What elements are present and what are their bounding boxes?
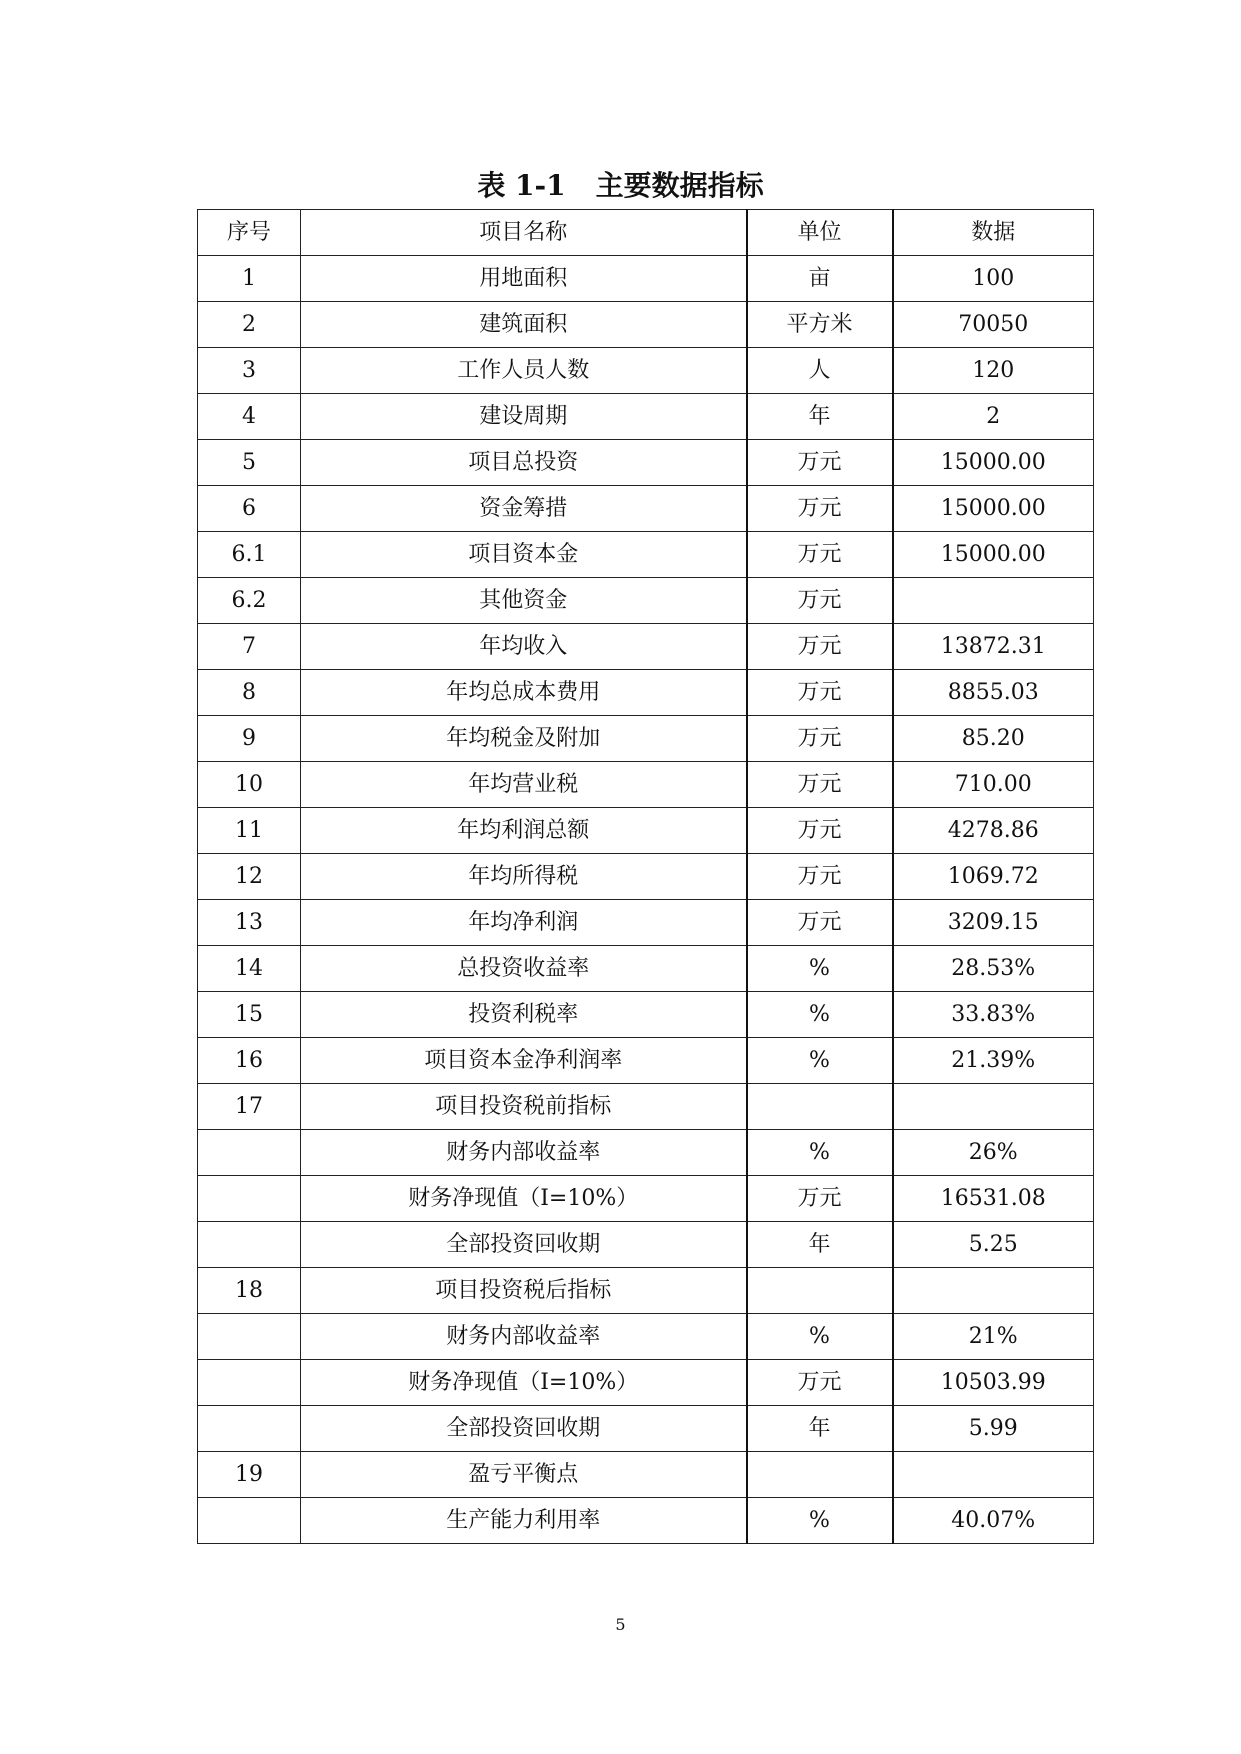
cell-unit: 平方米 (747, 302, 893, 348)
table-row (198, 440, 1094, 486)
table-row (198, 578, 1094, 624)
cell-value (893, 1084, 1094, 1130)
cell-unit: 年 (747, 394, 893, 440)
cell-unit: % (747, 946, 893, 992)
cell-unit: 万元 (747, 1360, 893, 1406)
table-title-label: 表 1-1 (477, 169, 566, 202)
cell-name: 建设周期 (301, 394, 747, 440)
cell-value: 40.07% (893, 1498, 1094, 1544)
cell-value: 120 (893, 348, 1094, 394)
table-header-row (198, 210, 1094, 256)
cell-value: 15000.00 (893, 486, 1094, 532)
table-row (198, 762, 1094, 808)
cell-name: 全部投资回收期 (301, 1222, 747, 1268)
cell-index: 19 (198, 1452, 301, 1498)
cell-value: 4278.86 (893, 808, 1094, 854)
cell-index (198, 1130, 301, 1176)
cell-index (198, 1360, 301, 1406)
cell-name: 年均所得税 (301, 854, 747, 900)
cell-name: 项目投资税前指标 (301, 1084, 747, 1130)
cell-unit: 万元 (747, 900, 893, 946)
table-row (198, 1176, 1094, 1222)
table-row (198, 1130, 1094, 1176)
cell-name: 年均利润总额 (301, 808, 747, 854)
cell-index: 1 (198, 256, 301, 302)
cell-name: 项目总投资 (301, 440, 747, 486)
table-title-text: 主要数据指标 (595, 169, 764, 202)
cell-unit: % (747, 1038, 893, 1084)
cell-unit: 万元 (747, 854, 893, 900)
cell-value: 5.99 (893, 1406, 1094, 1452)
table-row (198, 1360, 1094, 1406)
cell-name: 工作人员人数 (301, 348, 747, 394)
cell-index: 6.1 (198, 532, 301, 578)
cell-name: 项目投资税后指标 (301, 1268, 747, 1314)
cell-unit: 亩 (747, 256, 893, 302)
page-number: 5 (615, 1615, 626, 1634)
cell-value: 70050 (893, 302, 1094, 348)
cell-name: 财务净现值（I=10%） (301, 1176, 747, 1222)
cell-value: 710.00 (893, 762, 1094, 808)
cell-index: 3 (198, 348, 301, 394)
table-row (198, 532, 1094, 578)
table-row (198, 946, 1094, 992)
cell-name: 用地面积 (301, 256, 747, 302)
cell-unit (747, 1452, 893, 1498)
cell-unit: 万元 (747, 624, 893, 670)
cell-name: 年均总成本费用 (301, 670, 747, 716)
table-row (198, 1406, 1094, 1452)
cell-index: 4 (198, 394, 301, 440)
cell-index: 11 (198, 808, 301, 854)
cell-unit: % (747, 1314, 893, 1360)
cell-name: 财务内部收益率 (301, 1130, 747, 1176)
cell-unit: % (747, 1130, 893, 1176)
cell-index: 16 (198, 1038, 301, 1084)
cell-index: 10 (198, 762, 301, 808)
table-row (198, 624, 1094, 670)
cell-unit: 万元 (747, 716, 893, 762)
cell-index: 14 (198, 946, 301, 992)
cell-name: 年均营业税 (301, 762, 747, 808)
cell-value: 85.20 (893, 716, 1094, 762)
header-name: 项目名称 (301, 210, 747, 256)
table-row (198, 716, 1094, 762)
cell-value: 1069.72 (893, 854, 1094, 900)
cell-index: 6 (198, 486, 301, 532)
cell-index: 8 (198, 670, 301, 716)
cell-unit (747, 1084, 893, 1130)
cell-name: 年均税金及附加 (301, 716, 747, 762)
cell-unit: 万元 (747, 578, 893, 624)
cell-value: 26% (893, 1130, 1094, 1176)
cell-value: 21% (893, 1314, 1094, 1360)
cell-value: 16531.08 (893, 1176, 1094, 1222)
cell-index: 5 (198, 440, 301, 486)
cell-index (198, 1498, 301, 1544)
table-row (198, 670, 1094, 716)
cell-value: 21.39% (893, 1038, 1094, 1084)
cell-value: 3209.15 (893, 900, 1094, 946)
header-value: 数据 (893, 210, 1094, 256)
cell-value: 10503.99 (893, 1360, 1094, 1406)
cell-unit: 万元 (747, 808, 893, 854)
cell-value: 15000.00 (893, 532, 1094, 578)
table-row (198, 900, 1094, 946)
cell-name: 财务内部收益率 (301, 1314, 747, 1360)
table-row (198, 1084, 1094, 1130)
cell-unit: 年 (747, 1406, 893, 1452)
cell-value: 15000.00 (893, 440, 1094, 486)
header-unit: 单位 (747, 210, 893, 256)
cell-name: 总投资收益率 (301, 946, 747, 992)
cell-unit: 万元 (747, 1176, 893, 1222)
cell-name: 资金筹措 (301, 486, 747, 532)
cell-value: 5.25 (893, 1222, 1094, 1268)
cell-value: 2 (893, 394, 1094, 440)
cell-value: 28.53% (893, 946, 1094, 992)
table-row (198, 1314, 1094, 1360)
cell-index: 2 (198, 302, 301, 348)
cell-name: 建筑面积 (301, 302, 747, 348)
table-row (198, 992, 1094, 1038)
cell-index (198, 1314, 301, 1360)
cell-unit: 万元 (747, 532, 893, 578)
table-row (198, 394, 1094, 440)
cell-index (198, 1222, 301, 1268)
cell-index: 6.2 (198, 578, 301, 624)
table-row (198, 1038, 1094, 1084)
cell-unit (747, 1268, 893, 1314)
cell-index (198, 1176, 301, 1222)
cell-name: 项目资本金 (301, 532, 747, 578)
cell-value: 33.83% (893, 992, 1094, 1038)
cell-unit: % (747, 1498, 893, 1544)
cell-name: 盈亏平衡点 (301, 1452, 747, 1498)
cell-index (198, 1406, 301, 1452)
table-row (198, 1268, 1094, 1314)
cell-value (893, 1452, 1094, 1498)
cell-name: 年均收入 (301, 624, 747, 670)
cell-index: 18 (198, 1268, 301, 1314)
cell-index: 17 (198, 1084, 301, 1130)
table-row (198, 854, 1094, 900)
cell-index: 15 (198, 992, 301, 1038)
cell-value (893, 578, 1094, 624)
cell-value: 100 (893, 256, 1094, 302)
cell-name: 其他资金 (301, 578, 747, 624)
table-row (198, 808, 1094, 854)
table-body (198, 256, 1094, 1544)
cell-value (893, 1268, 1094, 1314)
cell-unit: 万元 (747, 486, 893, 532)
table-row (198, 1452, 1094, 1498)
table-row (198, 302, 1094, 348)
cell-name: 投资利税率 (301, 992, 747, 1038)
cell-index: 9 (198, 716, 301, 762)
table-row (198, 1498, 1094, 1544)
cell-value: 13872.31 (893, 624, 1094, 670)
cell-index: 13 (198, 900, 301, 946)
table-row (198, 348, 1094, 394)
cell-name: 全部投资回收期 (301, 1406, 747, 1452)
cell-name: 项目资本金净利润率 (301, 1038, 747, 1084)
table-row (198, 256, 1094, 302)
cell-name: 年均净利润 (301, 900, 747, 946)
cell-unit: % (747, 992, 893, 1038)
main-indicators-table (197, 209, 1094, 1544)
cell-unit: 年 (747, 1222, 893, 1268)
table-title (0, 166, 1241, 206)
cell-unit: 万元 (747, 762, 893, 808)
cell-name: 生产能力利用率 (301, 1498, 747, 1544)
cell-unit: 万元 (747, 440, 893, 486)
cell-name: 财务净现值（I=10%） (301, 1360, 747, 1406)
cell-unit: 万元 (747, 670, 893, 716)
header-index: 序号 (198, 210, 301, 256)
table-row (198, 486, 1094, 532)
cell-index: 12 (198, 854, 301, 900)
cell-value: 8855.03 (893, 670, 1094, 716)
cell-index: 7 (198, 624, 301, 670)
cell-unit: 人 (747, 348, 893, 394)
table-row (198, 1222, 1094, 1268)
